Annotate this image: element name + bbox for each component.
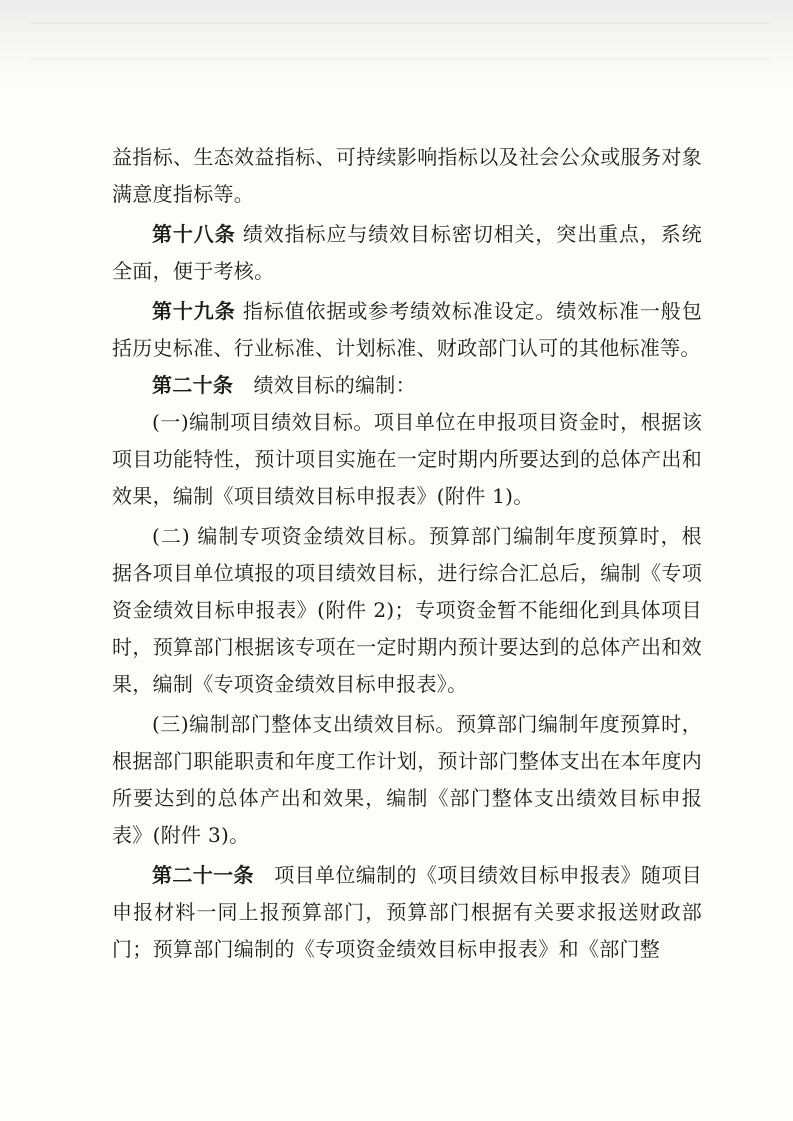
item-1 <box>112 404 702 515</box>
item-text: (二) 编制专项资金绩效目标。预算部门编制年度预算时，根据各项目单位填报的项目绩效目标，进行综合汇总后，编制《专项资金绩效目标申报表》(附件 2)；专项资金暂不能细化到具体项目时，预算部门根据该专项在一定时期内预计要达到的总体产出和效果，编制《专项资金绩效目标申报表》。 <box>112 524 702 696</box>
item-3 <box>112 706 702 854</box>
article-heading: 第二十一条 <box>152 863 254 887</box>
article-heading: 第十九条 <box>152 299 236 323</box>
article-heading: 第十八条 <box>152 222 236 246</box>
scan-artifact-line <box>30 22 770 24</box>
article-text: 绩效指标应与绩效目标密切相关，突出重点，系统全面，便于考核。 <box>112 222 702 283</box>
article-text: 指标值依据或参考绩效标准设定。绩效标准一般包括历史标准、行业标准、计划标准、财政部门认可的其他标准等。 <box>112 299 702 360</box>
item-2 <box>112 518 702 703</box>
scan-artifact-line <box>30 58 770 60</box>
item-text: (一)编制项目绩效目标。项目单位在申报项目资金时，根据该项目功能特性，预计项目实施在一定时期内所要达到的总体产出和效果，编制《项目绩效目标申报表》(附件 1)。 <box>112 410 702 508</box>
document-body <box>112 139 702 968</box>
article-21 <box>112 857 702 968</box>
article-text: 项目单位编制的《项目绩效目标申报表》随项目申报材料一同上报预算部门，预算部门根据有关要求报送财政部门；预算部门编制的《专项资金绩效目标申报表》和《部门整 <box>112 863 703 961</box>
paragraph-text: 益指标、生态效益指标、可持续影响指标以及社会公众或服务对象满意度指标等。 <box>112 145 702 206</box>
article-18 <box>112 216 702 290</box>
article-20 <box>112 367 702 404</box>
article-text: 绩效目标的编制： <box>233 373 416 397</box>
scan-shadow <box>0 0 793 90</box>
article-19 <box>112 293 702 367</box>
item-text: (三)编制部门整体支出绩效目标。预算部门编制年度预算时，根据部门职能职责和年度工作计划，预计部门整体支出在本年度内所要达到的总体产出和效果，编制《部门整体支出绩效目标申报表》(附件 3)。 <box>112 712 702 847</box>
article-heading: 第二十条 <box>152 373 234 397</box>
paragraph-continuation <box>112 139 702 213</box>
